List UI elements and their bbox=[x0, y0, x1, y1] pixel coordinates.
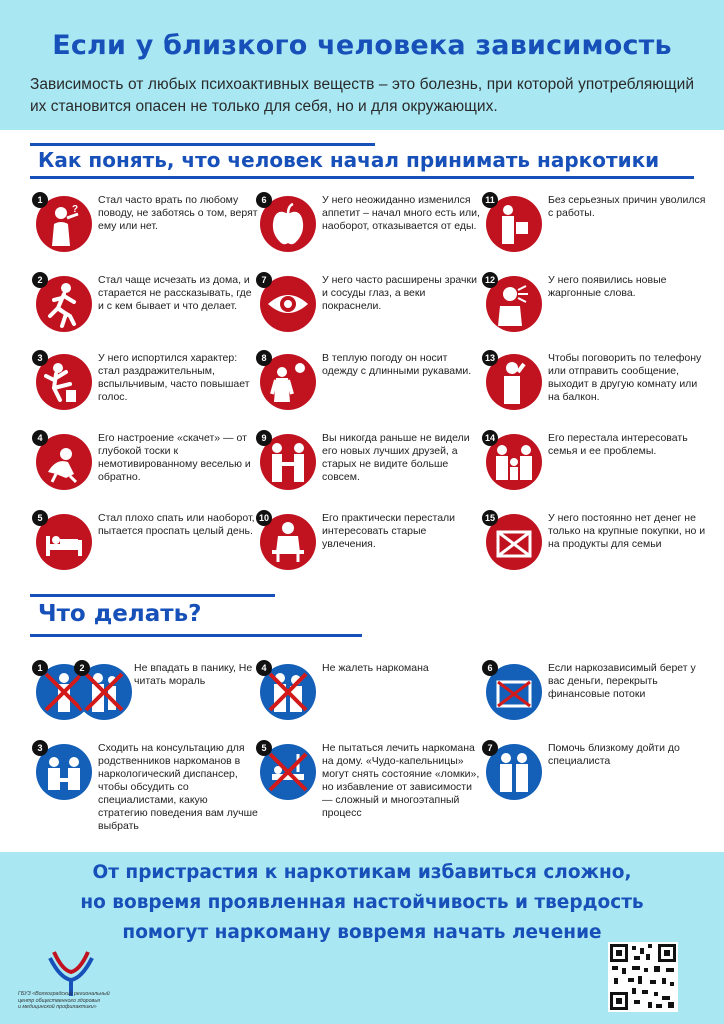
sign-text: Стал часто врать по любому поводу, не заботясь о том, верят ему или нет. bbox=[98, 194, 258, 232]
action-item-7 bbox=[486, 744, 711, 816]
item-number: 11 bbox=[482, 192, 498, 208]
sign-item-6 bbox=[260, 196, 485, 268]
action-text: Сходить на консультацию для родственников наркоманов в наркологический диспансер, чтобы обсудить со специалистами, какую стратегию поведения вам лучше выбрать bbox=[98, 742, 258, 832]
sign-text: У него появились новые жаргонные слова. bbox=[548, 274, 667, 299]
item-number: 2 bbox=[32, 272, 48, 288]
item-number: 5 bbox=[256, 740, 272, 756]
sign-text: Его настроение «скачет» — от глубокой тоски к немотивированному веселью и обратно. bbox=[98, 432, 251, 483]
item-number: 9 bbox=[256, 430, 272, 446]
sign-item-13 bbox=[486, 354, 711, 426]
org-line: центр общественного здоровья bbox=[18, 997, 100, 1004]
sign-text: В теплую погоду он носит одежду с длинными рукавами. bbox=[322, 352, 472, 377]
qr-code[interactable] bbox=[608, 942, 678, 1012]
item-number: 10 bbox=[256, 510, 272, 526]
sign-text: Его практически перестали интересовать старые увлечения. bbox=[322, 512, 456, 550]
slogan-line: помогут наркоману вовремя начать лечение bbox=[122, 922, 602, 943]
item-number: 2 bbox=[74, 660, 90, 676]
item-number: 7 bbox=[482, 740, 498, 756]
sign-text: Чтобы поговорить по телефону или отправить сообщение, выходит в другую комнату или на балкон. bbox=[548, 352, 702, 403]
sign-item-14 bbox=[486, 434, 711, 506]
section-rule-bottom bbox=[30, 176, 694, 179]
item-number: 1 bbox=[32, 660, 48, 676]
sign-text: У него постоянно нет денег не только на крупные покупки, но и на продукты для семьи bbox=[548, 512, 706, 550]
sign-text: Без серьезных причин уволился с работы. bbox=[548, 194, 706, 219]
item-number: 8 bbox=[256, 350, 272, 366]
svg-text:?: ? bbox=[72, 204, 79, 215]
action-text: Помочь близкому дойти до специалиста bbox=[548, 742, 680, 767]
org-line: ГБУЗ «Волгоградский региональный bbox=[18, 991, 110, 997]
sign-item-10 bbox=[260, 514, 485, 586]
sign-item-15 bbox=[486, 514, 711, 586]
sign-item-2 bbox=[36, 276, 261, 348]
sign-text: У него часто расширены зрачки и сосуды глаз, а веки покраснели. bbox=[322, 274, 477, 312]
slogan-line: От пристрастия к наркотикам избавиться сложно, bbox=[92, 862, 632, 883]
intro-text: Зависимость от любых психоактивных веществ – это болезнь, при которой употребляющий их становится опасен не только для себя, но и для окружающих. bbox=[30, 76, 694, 115]
action-item-4 bbox=[260, 664, 485, 736]
action-item-6 bbox=[486, 664, 711, 736]
actions-section-title: Что делать? bbox=[38, 601, 202, 627]
item-number: 5 bbox=[32, 510, 48, 526]
org-line: и медицинской профилактики» bbox=[18, 1004, 97, 1010]
item-number: 3 bbox=[32, 350, 48, 366]
action-item-1-2 bbox=[36, 664, 261, 736]
action-text: Если наркозависимый берет у вас деньги, перекрыть финансовые потоки bbox=[548, 662, 696, 700]
sign-item-4 bbox=[36, 434, 261, 506]
item-number: 15 bbox=[482, 510, 498, 526]
action-text: Не жалеть наркомана bbox=[322, 662, 429, 674]
page-title: Если у близкого человека зависимость bbox=[52, 30, 672, 61]
item-number: 3 bbox=[32, 740, 48, 756]
sign-item-8 bbox=[260, 354, 485, 426]
sign-text: Вы никогда раньше не видели его новых лучших друзей, а старых не видите больше совсем. bbox=[322, 432, 470, 483]
sign-item-9 bbox=[260, 434, 485, 506]
sign-text: У него неожиданно изменился аппетит – начал много есть или, наоборот, отказывается от еды. bbox=[322, 194, 480, 232]
sign-text: Стал чаще исчезать из дома, и старается не рассказывать, где и с кем бывает и что делает. bbox=[98, 274, 252, 312]
sign-text: Его перестала интересовать семья и ее проблемы. bbox=[548, 432, 688, 457]
sign-item-7 bbox=[260, 276, 485, 348]
sign-item-12 bbox=[486, 276, 711, 348]
item-number: 1 bbox=[32, 192, 48, 208]
item-number: 6 bbox=[256, 192, 272, 208]
slogan bbox=[0, 858, 724, 948]
item-number: 14 bbox=[482, 430, 498, 446]
item-number: 6 bbox=[482, 660, 498, 676]
signs-section-title: Как понять, что человек начал принимать наркотики bbox=[38, 148, 660, 172]
sign-item-3 bbox=[36, 354, 261, 426]
sign-item-11 bbox=[486, 196, 711, 268]
sign-text: Стал плохо спать или наоборот, пытается проспать целый день. bbox=[98, 512, 255, 537]
action-item-3 bbox=[36, 744, 261, 844]
action-item-5 bbox=[260, 744, 485, 844]
sign-item-5 bbox=[36, 514, 261, 586]
sign-text: У него испортился характер: стал раздражительным, вспыльчивым, часто повышает голос. bbox=[98, 352, 250, 403]
action-text: Не пытаться лечить наркомана на дому. «Чудо-капельницы» могут снять состояние «ломки», но избавление от зависимости — сложный и многоэтапный процесс bbox=[322, 742, 480, 819]
organization-name bbox=[18, 991, 138, 1011]
item-number: 7 bbox=[256, 272, 272, 288]
actions-rule-top bbox=[30, 594, 275, 597]
item-number: 13 bbox=[482, 350, 498, 366]
slogan-line: но вовремя проявленная настойчивость и твердость bbox=[80, 892, 644, 913]
sign-item-1 bbox=[36, 196, 261, 268]
item-number: 4 bbox=[256, 660, 272, 676]
item-number: 12 bbox=[482, 272, 498, 288]
action-text: Не впадать в панику, Не читать мораль bbox=[134, 662, 253, 687]
actions-rule-bottom bbox=[30, 634, 362, 637]
item-number: 4 bbox=[32, 430, 48, 446]
section-rule-top bbox=[30, 143, 375, 146]
